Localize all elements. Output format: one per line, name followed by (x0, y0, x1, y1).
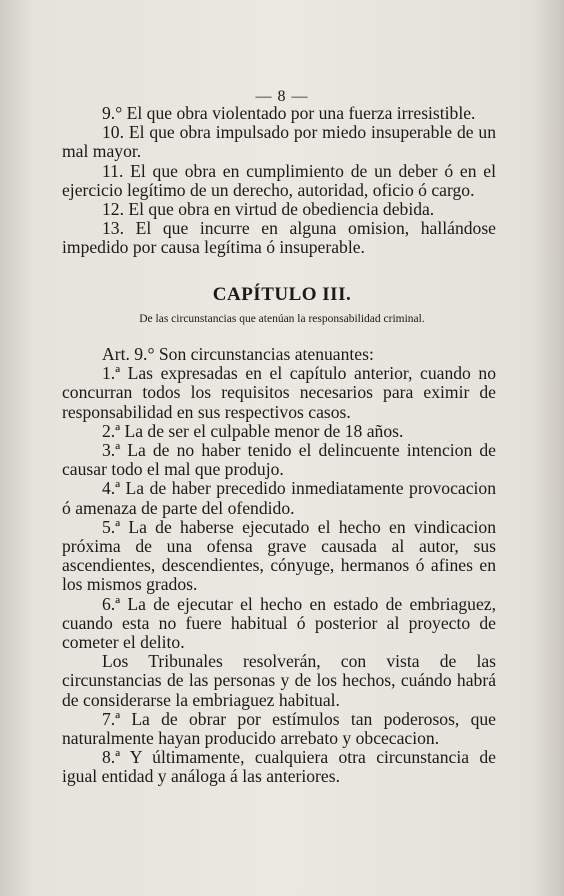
chapter-body (62, 345, 496, 787)
attenuating-7: 7.ª La de obrar por estímulos tan poderosos, que naturalmente hayan producido arrebato y obcecacion. (62, 708, 496, 749)
clause-10: 10. El que obra impulsado por miedo insuperable de un mal mayor. (62, 122, 496, 162)
attenuating-8: 8.ª Y últimamente, cualquiera otra circunstancia de igual entidad y análoga á las anteriores. (62, 747, 496, 787)
attenuating-6: 6.ª La de ejecutar el hecho en estado de embriaguez, cuando esta no fuere habitual ó posterior al proyecto de cometer el delito. (62, 593, 496, 653)
clause-9: 9.° El que obra violentado por una fuerza irresistible. (102, 103, 476, 123)
page-number: — 8 — (255, 88, 309, 105)
top-article-list (62, 104, 496, 258)
clause-12: 12. El que obra en virtud de obediencia debida. (102, 199, 435, 220)
clause-13: 13. El que incurre en alguna omision, hallándose impedido por causa legítima ó insuperable. (62, 218, 496, 258)
attenuating-2: 2.ª La de ser el culpable menor de 18 años. (102, 420, 404, 441)
chapter-subtitle: De las circunstancias que atenúan la responsabilidad criminal. (139, 313, 425, 325)
attenuating-1: 1.ª Las expresadas en el capítulo anterior, cuando no concurran todos los requisitos necesarios para eximir de responsabilidad en sus respectivos casos. (62, 363, 496, 422)
chapter-title: CAPÍTULO III. (212, 284, 352, 305)
tribunals-note: Los Tribunales resolverán, con vista de las circunstancias de las personas y de los hechos, cuándo habrá de considerarse la embriaguez habitual. (62, 651, 496, 710)
article-heading: Art. 9.° Son circunstancias atenuantes: (102, 344, 374, 364)
clause-11: 11. El que obra en cumplimiento de un deber ó en el ejercicio legítimo de un derecho, autoridad, oficio ó cargo. (62, 160, 496, 200)
attenuating-4: 4.ª La de haber precedido inmediatamente provocacion ó amenaza de parte del ofendido. (62, 478, 496, 518)
attenuating-5: 5.ª La de haberse ejecutado el hecho en vindicacion próxima de una ofensa grave causada al autor, sus ascendientes, descendientes, cónyuge, hermanos ó afines en los mismos grados. (62, 516, 496, 595)
attenuating-3: 3.ª La de no haber tenido el delincuente intencion de causar todo el mal que produjo. (62, 440, 496, 480)
